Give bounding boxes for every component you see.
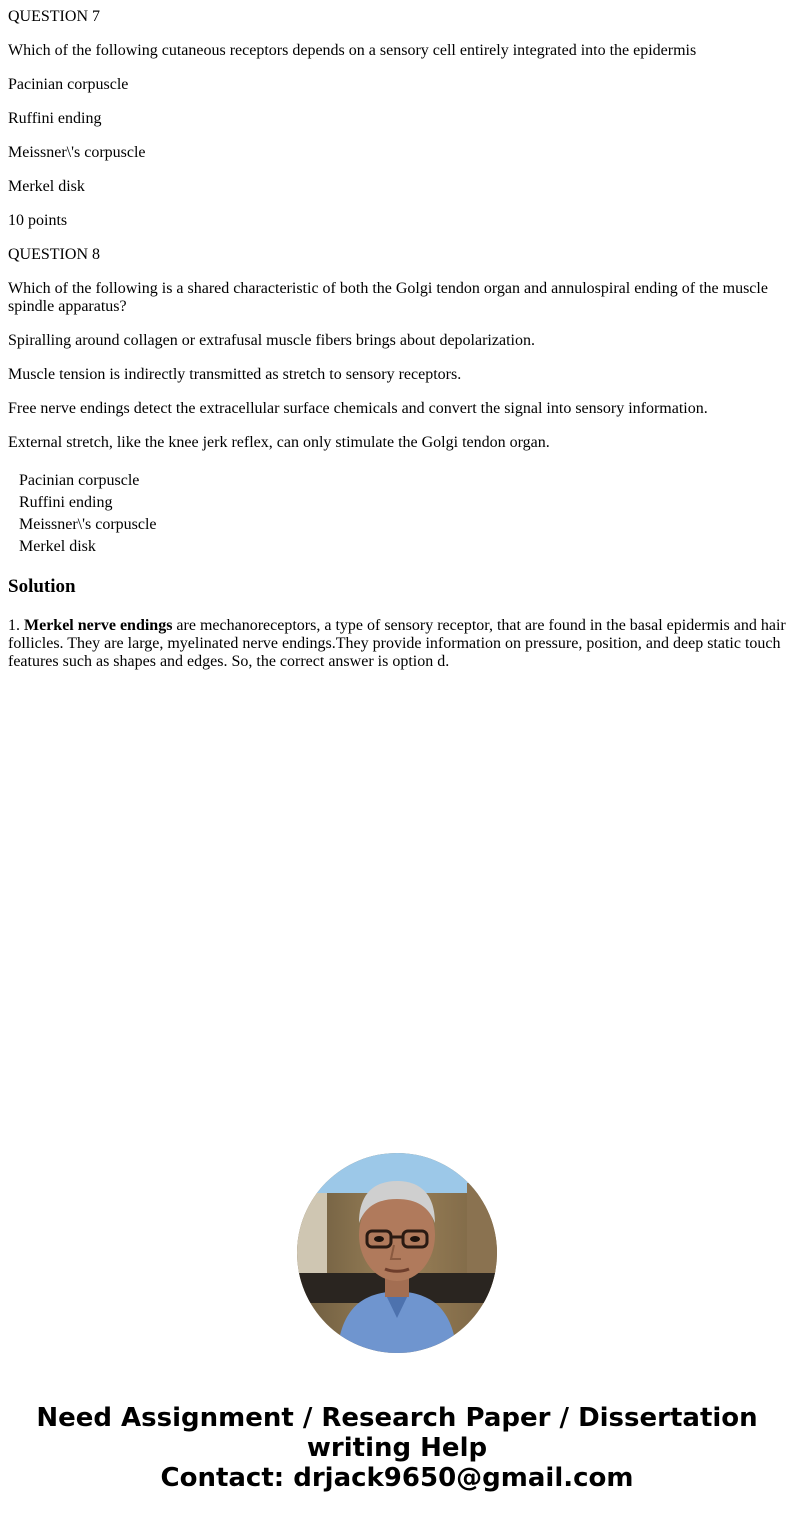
solution-body: are mechanoreceptors, a type of sensory receptor, that are found in the basal epidermis and hair follicles. They are large, myelinated nerve endings.They provide information on pressure, position, and deep static touch features such as shapes and edges. So, the correct answer is option d.: [8, 617, 786, 670]
answer-list-item: Pacinian corpuscle: [19, 472, 140, 489]
question-8-option-a: Spiralling around collagen or extrafusal muscle fibers brings about depolarization.: [8, 332, 535, 349]
solution-heading: Solution: [8, 576, 76, 597]
promo-banner: [0, 1403, 794, 1493]
question-7-option-c: Meissner\'s corpuscle: [8, 144, 146, 161]
question-7-prompt: Which of the following cutaneous receptors depends on a sensory cell entirely integrated into the epidermis: [8, 42, 697, 59]
question-7-points: 10 points: [8, 212, 68, 229]
question-8-option-b: Muscle tension is indirectly transmitted as stretch to sensory receptors.: [8, 366, 462, 383]
solution-number: 1.: [8, 617, 24, 634]
author-photo: [297, 1153, 497, 1353]
author-avatar: [297, 1153, 497, 1353]
answer-list-item: Meissner\'s corpuscle: [19, 516, 157, 533]
answer-list-item: Merkel disk: [19, 538, 96, 555]
question-8-prompt: Which of the following is a shared characteristic of both the Golgi tendon organ and annulospiral ending of the muscle spindle apparatus?: [8, 280, 768, 315]
answer-list: [19, 470, 157, 558]
promo-line-2: writing Help: [306, 1433, 488, 1463]
solution-bold-term: Merkel nerve endings: [24, 617, 173, 634]
question-7-option-d: Merkel disk: [8, 178, 85, 195]
question-8-option-c: Free nerve endings detect the extracellular surface chemicals and convert the signal into sensory information.: [8, 400, 708, 417]
promo-contact: Contact: drjack9650@gmail.com: [160, 1463, 634, 1493]
question-7-option-a: Pacinian corpuscle: [8, 76, 129, 93]
promo-line-1: Need Assignment / Research Paper / Dissertation: [36, 1403, 758, 1433]
solution-text: [8, 617, 794, 671]
question-7-option-b: Ruffini ending: [8, 110, 102, 127]
question-7-title: QUESTION 7: [8, 8, 100, 25]
answer-list-item: Ruffini ending: [19, 494, 113, 511]
question-8-option-d: External stretch, like the knee jerk reflex, can only stimulate the Golgi tendon organ.: [8, 434, 550, 451]
question-8-title: QUESTION 8: [8, 246, 100, 263]
